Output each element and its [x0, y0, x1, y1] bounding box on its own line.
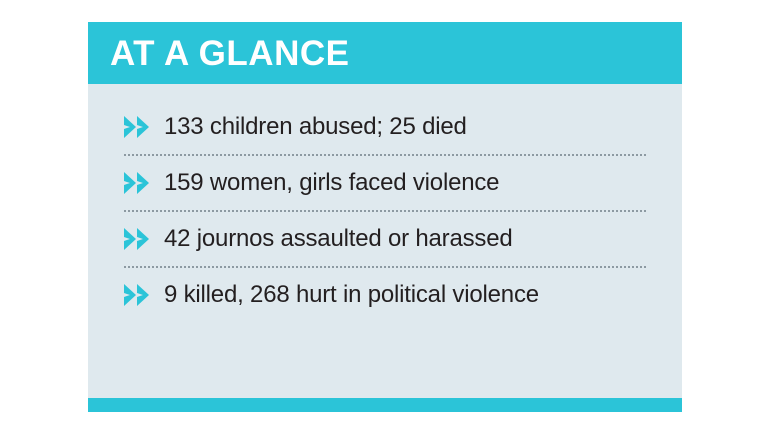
at-a-glance-infographic: [88, 22, 682, 412]
list-item: [122, 274, 648, 316]
infographic-body-panel: [88, 84, 682, 398]
list-item-label: 9 killed, 268 hurt in political violence: [164, 281, 539, 308]
double-chevron-right-icon: [122, 114, 156, 140]
infographic-footer-bar: [88, 398, 682, 412]
list-item-label: 133 children abused; 25 died: [164, 113, 467, 140]
page-title: AT A GLANCE: [110, 33, 350, 73]
list-item: [122, 218, 648, 260]
divider: [124, 266, 646, 268]
divider: [124, 210, 646, 212]
list-item: [122, 162, 648, 204]
infographic-header-bar: [88, 22, 682, 84]
double-chevron-right-icon: [122, 282, 156, 308]
list-item-label: 159 women, girls faced violence: [164, 169, 500, 196]
double-chevron-right-icon: [122, 170, 156, 196]
double-chevron-right-icon: [122, 226, 156, 252]
list-item: [122, 106, 648, 148]
list-item-label: 42 journos assaulted or harassed: [164, 225, 513, 252]
divider: [124, 154, 646, 156]
